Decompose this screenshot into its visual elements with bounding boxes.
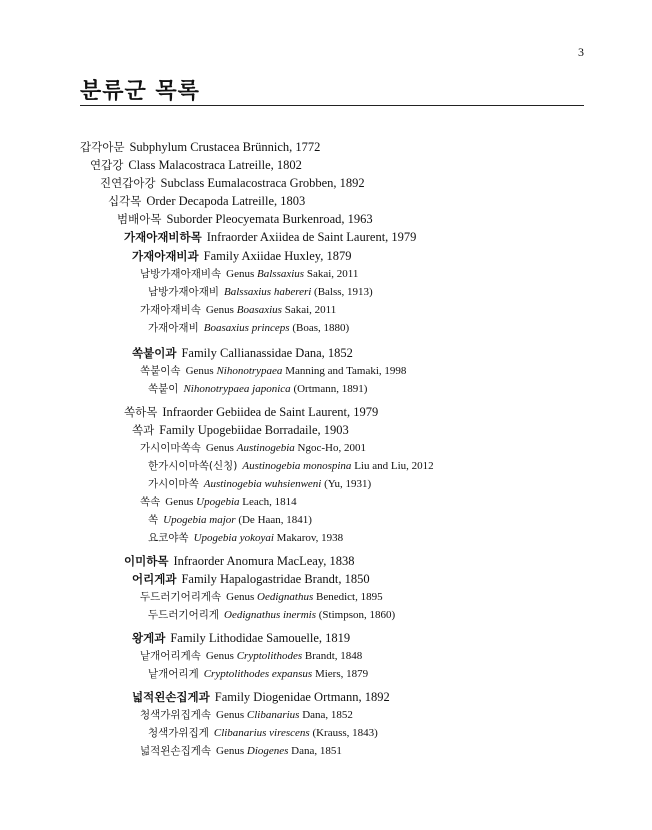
- korean-name: 쏙속: [140, 496, 161, 508]
- taxon-text: Genus: [205, 650, 237, 662]
- scientific-name: Boasaxius: [236, 304, 282, 316]
- taxon-entry: [108, 193, 305, 209]
- taxon-entry: [140, 707, 353, 722]
- scientific-name: Upogebia major: [163, 514, 236, 526]
- korean-name: 청색가위집게: [148, 727, 209, 739]
- taxon-text: Family Lithodidae Samouelle, 1819: [170, 631, 351, 645]
- taxon-text: Genus: [226, 268, 258, 280]
- korean-name: 낱개어리게: [148, 668, 199, 680]
- scientific-name: Diogenes: [246, 745, 289, 757]
- taxon-entry: [90, 157, 302, 173]
- scientific-name: Nihonotrypaea japonica: [183, 383, 291, 395]
- author-year: Leach, 1814: [239, 496, 297, 508]
- author-year: Liu and Liu, 2012: [351, 460, 434, 472]
- taxon-entry: [140, 440, 366, 455]
- korean-name: 두드러기어리게속: [140, 591, 222, 603]
- taxon-text: Family Axiidae Huxley, 1879: [203, 249, 352, 263]
- author-year: Makarov, 1938: [273, 532, 344, 544]
- taxon-entry: [148, 284, 373, 299]
- korean-name: 가시이마쏙: [148, 478, 199, 490]
- taxon-text: Suborder Pleocyemata Burkenroad, 1963: [166, 212, 373, 226]
- taxon-entry: [124, 553, 355, 569]
- korean-name: 이미하목: [124, 554, 169, 568]
- taxon-text: Family Diogenidae Ortmann, 1892: [214, 690, 390, 704]
- taxon-entry: [140, 743, 342, 758]
- scientific-name: Clibanarius virescens: [213, 727, 310, 739]
- taxon-entry: [80, 139, 320, 155]
- korean-name: 쏙하목: [124, 405, 158, 419]
- author-year: Sakai, 2011: [304, 268, 359, 280]
- korean-name: 넓적왼손집게속: [140, 745, 212, 757]
- taxon-entry: [148, 530, 343, 545]
- scientific-name: Oedignathus: [257, 591, 314, 603]
- korean-name: 쏙붙이: [148, 383, 179, 395]
- korean-name: 낱개어리게속: [140, 650, 201, 662]
- korean-name: 가시이마쏙속: [140, 442, 201, 454]
- author-year: (Ortmann, 1891): [290, 383, 368, 395]
- author-year: (Stimpson, 1860): [316, 609, 396, 621]
- taxon-text: Genus: [165, 496, 197, 508]
- scientific-name: Upogebia yokoyai: [193, 532, 274, 544]
- taxon-entry: [124, 404, 378, 420]
- page-number: 3: [578, 45, 584, 59]
- author-year: (Balss, 1913): [311, 286, 373, 298]
- taxon-entry: [148, 458, 434, 473]
- taxon-text: Subclass Eumalacostraca Grobben, 1892: [160, 176, 365, 190]
- page-heading: 분류군 목록: [80, 78, 200, 104]
- scientific-name: Oedignathus inermis: [224, 609, 316, 621]
- korean-name: 가재아재비하목: [124, 230, 202, 244]
- taxon-entry: [132, 248, 351, 264]
- taxon-entry: [148, 725, 378, 740]
- taxon-entry: [100, 175, 365, 191]
- korean-name: 왕게과: [132, 631, 166, 645]
- taxon-text: Genus: [216, 745, 247, 757]
- korean-name: 십각목: [108, 194, 142, 208]
- taxon-text: Infraorder Anomura MacLeay, 1838: [173, 554, 355, 568]
- korean-name: 남방가재아재비속: [140, 268, 222, 280]
- taxon-entry: [132, 571, 370, 587]
- korean-name: 갑각아문: [80, 140, 125, 154]
- korean-name: 연갑강: [90, 158, 124, 172]
- korean-name: 청색가위집게속: [140, 709, 212, 721]
- korean-name: 요코야쏙: [148, 532, 189, 544]
- author-year: Brandt, 1848: [302, 650, 363, 662]
- taxon-entry: [132, 345, 353, 361]
- taxon-entry: [140, 302, 336, 317]
- korean-name: 한가시이마쏙(신칭): [148, 460, 238, 472]
- author-year: (De Haan, 1841): [235, 514, 312, 526]
- author-year: Dana, 1852: [299, 709, 353, 721]
- korean-name: 쏙과: [132, 423, 155, 437]
- taxon-entry: [140, 363, 406, 378]
- taxon-text: Genus: [205, 442, 237, 454]
- taxon-text: Genus: [205, 304, 237, 316]
- scientific-name: Austinogebia wuhsienweni: [203, 478, 322, 490]
- korean-name: 쏙: [148, 514, 159, 526]
- korean-name: 쏙붙이속: [140, 365, 181, 377]
- taxon-entry: [117, 211, 373, 227]
- korean-name: 남방가재아재비: [148, 286, 220, 298]
- taxon-entry: [148, 476, 371, 491]
- author-year: (Krauss, 1843): [309, 727, 378, 739]
- taxon-text: Family Hapalogastridae Brandt, 1850: [181, 572, 370, 586]
- korean-name: 어리게과: [132, 572, 177, 586]
- author-year: Manning and Tamaki, 1998: [282, 365, 407, 377]
- taxon-entry: [140, 648, 362, 663]
- taxon-entry: [132, 422, 349, 438]
- korean-name: 가재아재비속: [140, 304, 201, 316]
- author-year: Ngoc-Ho, 2001: [294, 442, 366, 454]
- korean-name: 가재아재비: [148, 322, 199, 334]
- taxon-entry: [132, 630, 350, 646]
- scientific-name: Upogebia: [196, 496, 240, 508]
- taxon-entry: [148, 381, 367, 396]
- korean-name: 쏙붙이과: [132, 346, 177, 360]
- scientific-name: Balssaxius: [257, 268, 305, 280]
- taxon-text: Infraorder Gebiidea de Saint Laurent, 1979: [162, 405, 379, 419]
- taxon-entry: [148, 607, 395, 622]
- scientific-name: Boasaxius princeps: [203, 322, 290, 334]
- taxon-entry: [140, 494, 297, 509]
- taxon-entry: [148, 320, 349, 335]
- taxon-text: Infraorder Axiidea de Saint Laurent, 1979: [206, 230, 417, 244]
- author-year: (Boas, 1880): [289, 322, 350, 334]
- taxon-text: Family Upogebiidae Borradaile, 1903: [159, 423, 349, 437]
- author-year: Miers, 1879: [312, 668, 369, 680]
- taxon-entry: [148, 666, 368, 681]
- taxon-entry: [124, 229, 416, 245]
- taxon-text: Family Callianassidae Dana, 1852: [181, 346, 353, 360]
- author-year: Dana, 1851: [288, 745, 342, 757]
- scientific-name: Clibanarius: [246, 709, 300, 721]
- scientific-name: Cryptolithodes: [236, 650, 303, 662]
- taxon-text: Order Decapoda Latreille, 1803: [146, 194, 306, 208]
- author-year: Benedict, 1895: [313, 591, 383, 603]
- taxon-text: Subphylum Crustacea Brünnich, 1772: [129, 140, 321, 154]
- taxon-text: Genus: [226, 591, 258, 603]
- author-year: (Yu, 1931): [321, 478, 372, 490]
- scientific-name: Cryptolithodes expansus: [203, 668, 313, 680]
- korean-name: 두드러기어리게: [148, 609, 220, 621]
- scientific-name: Austinogebia: [236, 442, 295, 454]
- taxon-text: Genus: [216, 709, 247, 721]
- scientific-name: Balssaxius habereri: [224, 286, 312, 298]
- scientific-name: Austinogebia monospina: [242, 460, 352, 472]
- taxon-text: Class Malacostraca Latreille, 1802: [128, 158, 302, 172]
- korean-name: 넓적왼손집게과: [132, 690, 210, 704]
- taxon-text: Genus: [185, 365, 217, 377]
- taxon-entry: [132, 689, 390, 705]
- taxon-entry: [148, 512, 312, 527]
- korean-name: 가재아재비과: [132, 249, 199, 263]
- korean-name: 진연갑아강: [100, 176, 156, 190]
- taxon-entry: [140, 589, 383, 604]
- author-year: Sakai, 2011: [281, 304, 337, 316]
- korean-name: 범배아목: [117, 212, 162, 226]
- scientific-name: Nihonotrypaea: [216, 365, 283, 377]
- taxon-entry: [140, 266, 358, 281]
